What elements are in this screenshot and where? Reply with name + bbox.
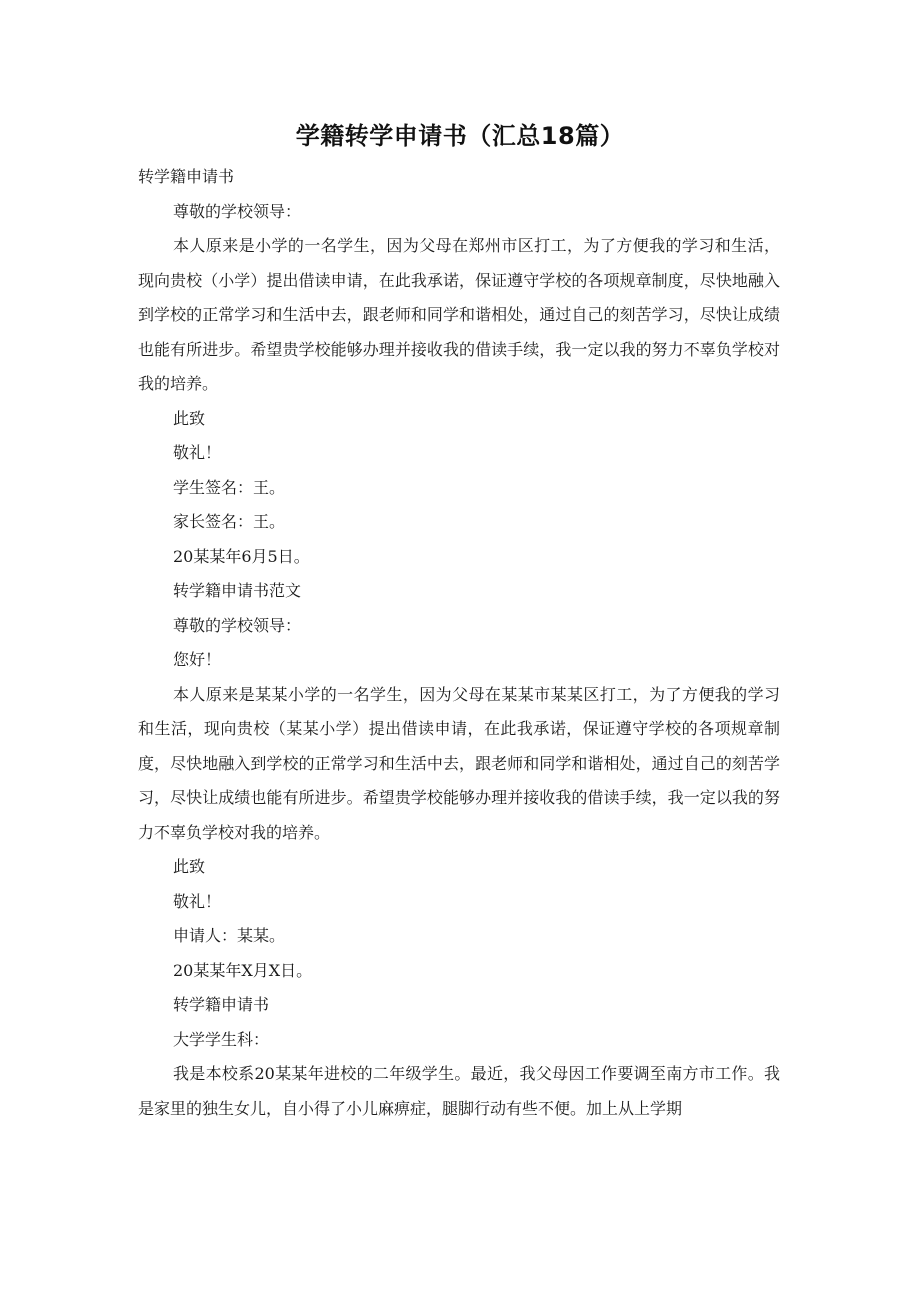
letter2-closing-1: 此致 (173, 857, 206, 876)
letter2-salutation: 尊敬的学校领导： (173, 615, 302, 635)
document-title: 学籍转学申请书（汇总18篇） (295, 122, 625, 150)
letter2-applicant: 申请人：某某。 (173, 926, 286, 945)
letter3-body: 我是本校系20某某年进校的二年级学生。最近，我父母因工作要调至南方市工作。我是家里的独生女儿，自小得了小儿麻痹症，腿脚行动有些不便。加上从上学期 (138, 1064, 780, 1118)
letter1-date: 20某某年6月5日。 (173, 546, 310, 566)
letter1-salutation: 尊敬的学校领导： (173, 201, 302, 221)
letter2-body: 本人原来是某某小学的一名学生，因为父母在某某市某某区打工，为了方便我的学习和生活，现向贵校（某某小学）提出借读申请，在此我承诺，保证遵守学校的各项规章制度，尽快地融入到学校的正常学习和生活中去，跟老师和同学和谐相处，通过自己的刻苦学习，尽快让成绩也能有所进步。希望贵学校能够办理并接收我的借读手续，我一定以我的努力不辜负学校对我的培养。 (138, 684, 780, 842)
letter2-closing-2: 敬礼！ (173, 891, 222, 911)
letter1-student-signature: 学生签名：王。 (173, 477, 286, 497)
letter2-date: 20某某年X月X日。 (173, 960, 313, 980)
letter1-closing-1: 此致 (173, 408, 206, 428)
letter2-heading: 转学籍申请书范文 (173, 581, 302, 600)
letter1-heading: 转学籍申请书 (138, 167, 235, 186)
document-body (138, 160, 780, 1126)
letter1-body: 本人原来是小学的一名学生，因为父母在郑州市区打工，为了方便我的学习和生活，现向贵校（小学）提出借读申请，在此我承诺，保证遵守学校的各项规章制度，尽快地融入到学校的正常学习和生活中去，跟老师和同学和谐相处，通过自己的刻苦学习，尽快让成绩也能有所进步。希望贵学校能够办理并接收我的借读手续，我一定以我的努力不辜负学校对我的培养。 (138, 236, 780, 393)
letter1-closing-2: 敬礼！ (173, 443, 222, 462)
letter3-heading: 转学籍申请书 (173, 995, 270, 1014)
letter2-greeting: 您好！ (173, 650, 222, 669)
letter3-salutation: 大学学生科： (173, 1029, 270, 1049)
letter1-parent-signature: 家长签名：王。 (173, 512, 286, 531)
